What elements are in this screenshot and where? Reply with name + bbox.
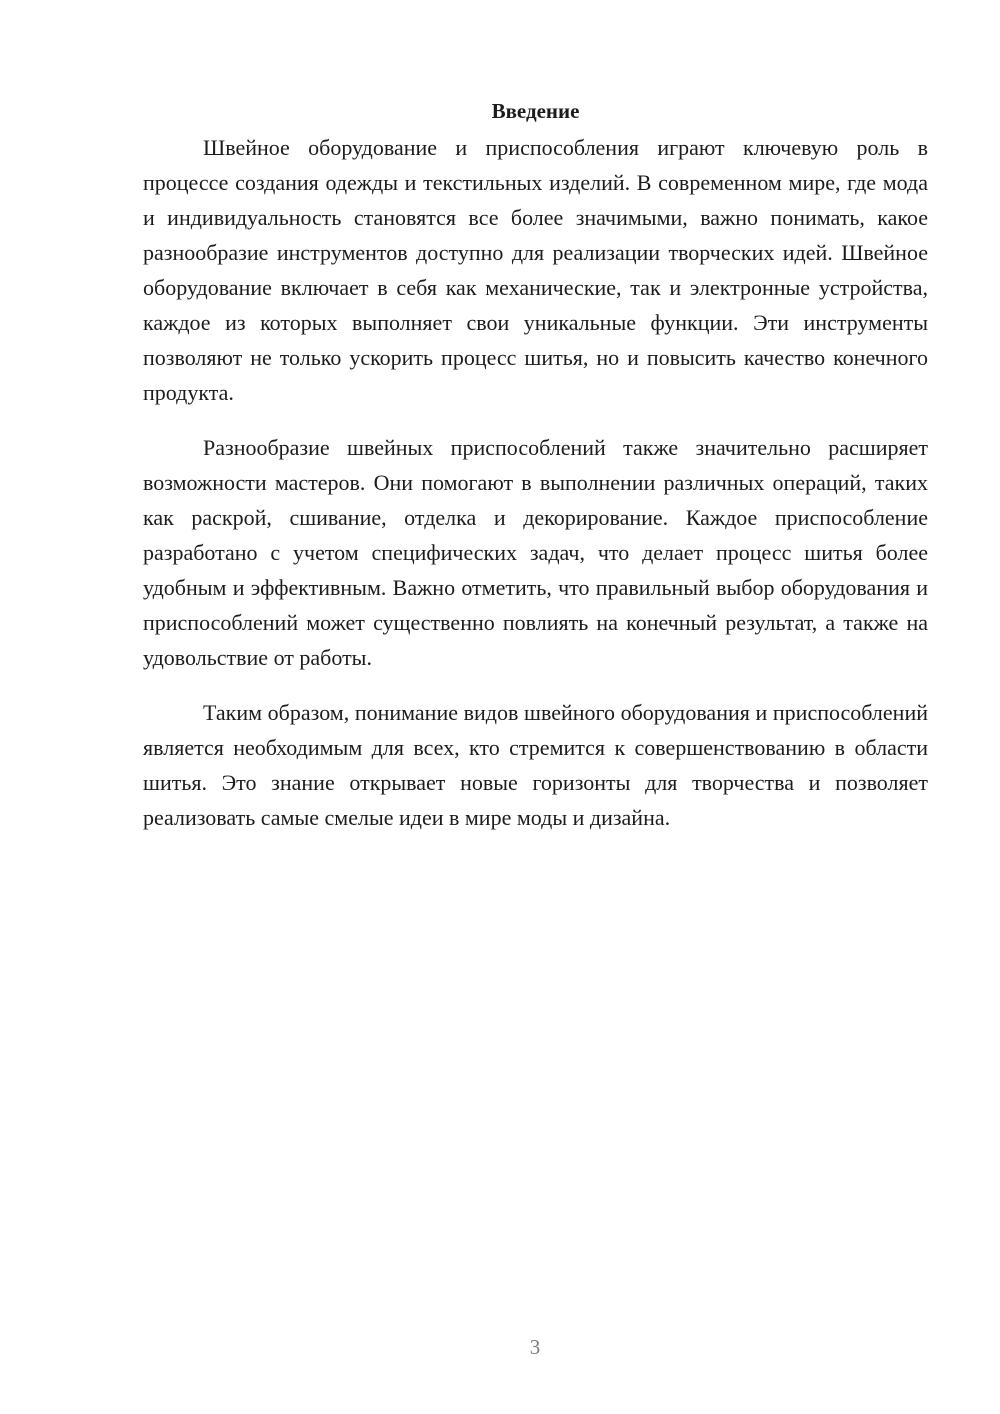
page-content [143,96,928,855]
paragraph-conclusion: Таким образом, понимание видов швейного оборудования и приспособлений является необходимым для всех, кто стремится к совершенствованию в области шитья. Это знание открывает новые горизонты для творчества и позволяет реализовать самые смелые идеи в мире моды и дизайна. [143,700,928,830]
section-heading: Введение [491,99,580,123]
paragraph-variety: Разнообразие швейных приспособлений также значительно расширяет возможности мастеров. Они помогают в выполнении различных операций, таких как раскрой, сшивание, отделка и декорирование. Каждое приспособление разработано с учетом специфических задач, что делает процесс шитья более удобным и эффективным. Важно отметить, что правильный выбор оборудования и приспособлений может существенно повлиять на конечный результат, а также на удовольствие от работы. [143,435,928,670]
page-number: 3 [529,1335,541,1359]
paragraph-intro: Швейное оборудование и приспособления играют ключевую роль в процессе создания одежды и текстильных изделий. В современном мире, где мода и индивидуальность становятся все более значимыми, важно понимать, какое разнообразие инструментов доступно для реализации творческих идей. Швейное оборудование включает в себя как механические, так и электронные устройства, каждое из которых выполняет свои уникальные функции. Эти инструменты позволяют не только ускорить процесс шитья, но и повысить качество конечного продукта. [143,135,928,405]
